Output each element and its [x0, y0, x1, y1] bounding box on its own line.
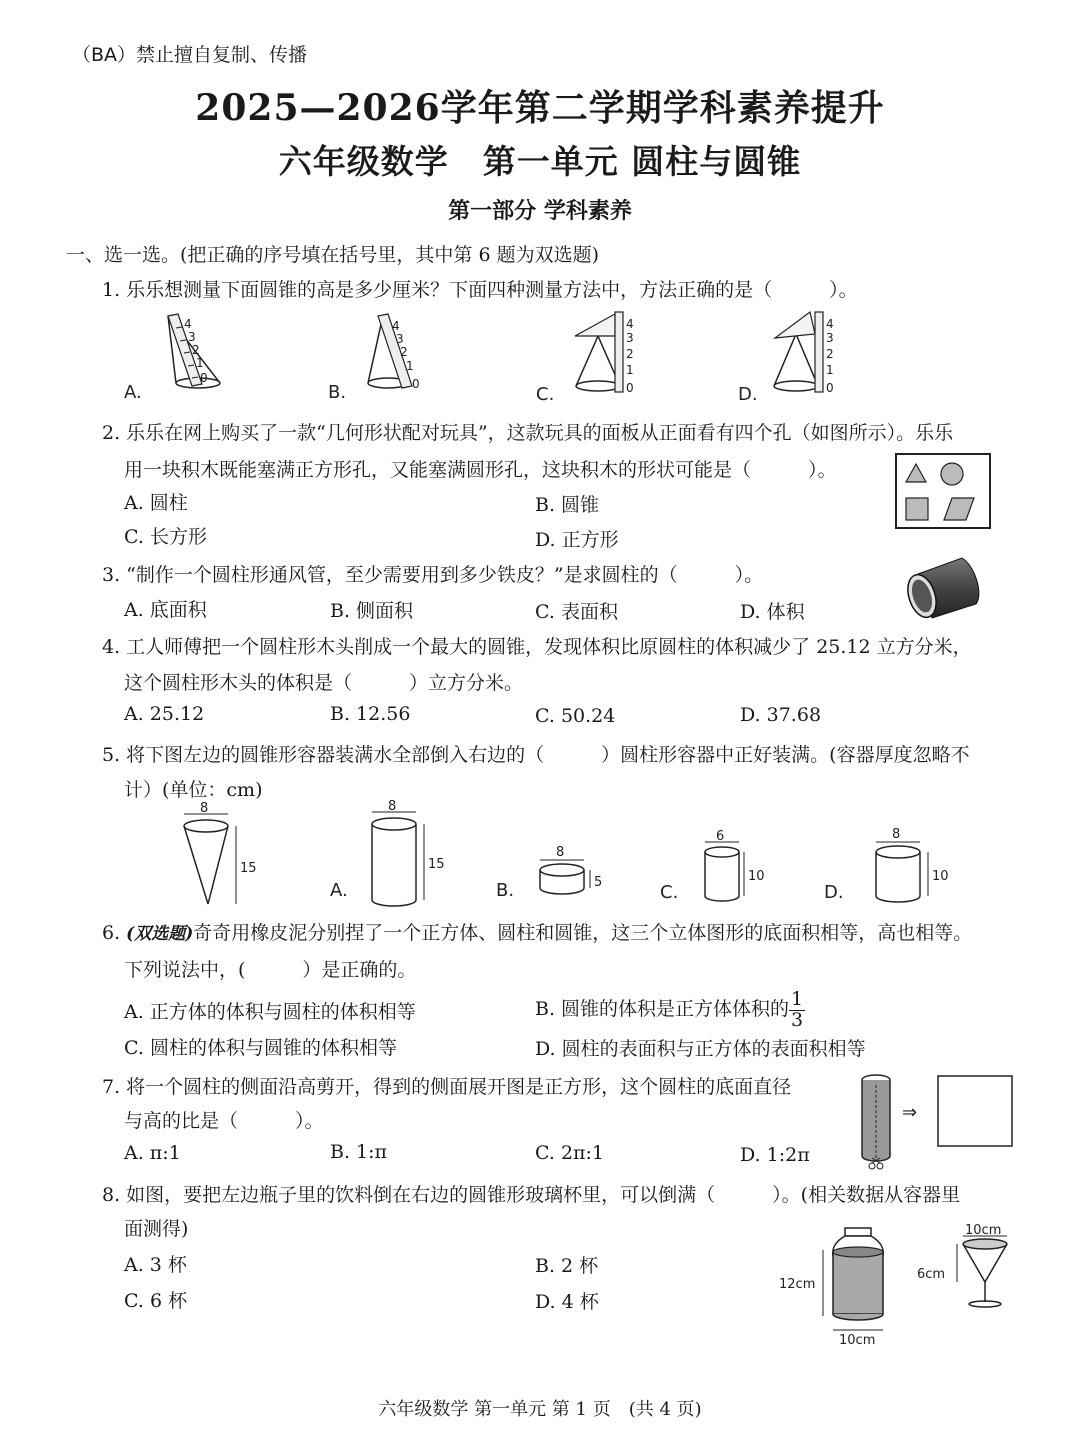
question-2-line1: 2. 乐乐在网上购买了一款“几何形状配对玩具”，这款玩具的面板从正面看有四个孔（如图所示）。乐乐 [102, 422, 954, 444]
question-4-line1: 4. 工人师傅把一个圆柱形木头削成一个最大的圆锥，发现体积比原圆柱的体积减少了 25.12 立方分米， [102, 636, 972, 658]
question-4-line2: 这个圆柱形木头的体积是（ ）立方分米。 [124, 672, 524, 694]
q8-option-d: D. 4 杯 [535, 1291, 599, 1313]
q1c-ruler-mark: 3 [626, 331, 634, 345]
q5-option-c-cylinder [705, 842, 744, 901]
question-5-line1: 5. 将下图左边的圆锥形容器装满水全部倒入右边的（ ）圆柱形容器中正好装满。(容器厚度忽略不 [102, 744, 970, 766]
q1a-ruler-mark: 2 [192, 343, 200, 357]
q1-option-c: C. [536, 384, 555, 405]
q1a-ruler-mark: 0 [200, 371, 208, 385]
question-1-text: 1. 乐乐想测量下面圆锥的高是多少厘米？下面四种测量方法中，方法正确的是（ ）。 [102, 279, 858, 301]
question-8-line1: 8. 如图，要把左边瓶子里的饮料倒在右边的圆锥形玻璃杯里，可以倒满（ ）。(相关数据从容器里 [102, 1184, 961, 1206]
q7-option-c: C. 2π:1 [535, 1142, 605, 1164]
q8-option-c: C. 6 杯 [124, 1290, 188, 1312]
copyright-notice: （BA）禁止擅自复制、传播 [72, 44, 308, 66]
q5-option-a-letter: A. [330, 880, 348, 901]
question-6-line1-visible [102, 918, 972, 945]
q6-lead: 6. [102, 922, 127, 944]
q6-option-b [535, 990, 805, 1030]
q7-option-d: D. 1:2π [740, 1144, 810, 1166]
q5-cone-container [184, 814, 236, 904]
arrow-icon: ⇒ [902, 1102, 918, 1123]
q1c-ruler-mark: 0 [626, 381, 634, 395]
q2-option-d: D. 正方形 [535, 529, 619, 551]
q1b-ruler-mark: 3 [396, 332, 404, 346]
exam-subtitle: 六年级数学 第一单元 圆柱与圆锥 [278, 142, 802, 181]
bottle-height-label: 12cm [779, 1277, 816, 1292]
q1d-ruler-mark: 2 [826, 347, 834, 361]
q1b-ruler-mark: 0 [412, 377, 420, 391]
q5-d-height: 10 [932, 869, 949, 884]
glass-height-label: 6cm [917, 1267, 946, 1282]
question-7-line2: 与高的比是（ ）。 [124, 1110, 324, 1132]
q4-option-a: A. 25.12 [124, 703, 205, 725]
glass-diameter-label: 10cm [965, 1223, 1002, 1238]
bottle-diameter-label: 10cm [839, 1333, 876, 1348]
q1-option-b: B. [328, 382, 347, 403]
page-footer: 六年级数学 第一单元 第 1 页 (共 4 页) [378, 1399, 702, 1420]
one-third-fraction [789, 990, 805, 1030]
q1b-ruler-mark: 4 [392, 319, 400, 333]
q3-option-d: D. 体积 [740, 601, 805, 623]
q3-option-b: B. 侧面积 [330, 600, 414, 622]
q6-option-a: A. 正方体的体积与圆柱的体积相等 [124, 1001, 416, 1023]
shape-toy-panel [894, 452, 994, 532]
q1d-ruler-mark: 3 [826, 331, 834, 345]
question-5-figures [170, 800, 960, 910]
question-7-line1: 7. 将一个圆柱的侧面沿高剪开，得到的侧面展开图是正方形，这个圆柱的底面直径 [102, 1076, 792, 1098]
q1a-ruler-mark: 1 [196, 356, 204, 370]
q1-option-d-figure [774, 312, 823, 392]
q1-option-d: D. [738, 384, 758, 405]
q5-c-height: 10 [748, 869, 765, 884]
q1b-ruler-mark: 2 [400, 345, 408, 359]
cut-cylinder [862, 1075, 890, 1169]
q8-option-a: A. 3 杯 [124, 1254, 187, 1276]
q1b-ruler-mark: 1 [406, 359, 414, 373]
q2-option-b: B. 圆锥 [535, 494, 600, 516]
section-heading: 一、选一选。(把正确的序号填在括号里，其中第 6 题为双选题) [66, 244, 599, 266]
q4-option-b: B. 12.56 [330, 703, 411, 725]
q5-b-height: 5 [594, 875, 603, 890]
cylinder-unfold-figure [850, 1068, 1030, 1178]
q5-option-d-letter: D. [824, 882, 844, 903]
q4-option-d: D. 37.68 [740, 704, 822, 726]
q1c-ruler-mark: 4 [626, 317, 634, 331]
question-1-figures [120, 308, 980, 408]
unfolded-square [938, 1076, 1012, 1146]
bottle-and-glass-figure [775, 1222, 1035, 1352]
fraction-denominator: 3 [791, 1009, 804, 1031]
q5-option-b-letter: B. [496, 880, 515, 901]
q5-c-diameter: 6 [716, 829, 725, 844]
cone-glass [957, 1236, 1007, 1307]
part-title: 第一部分 学科素养 [448, 198, 632, 224]
q5-option-a-cylinder [372, 812, 424, 906]
square-hole [906, 498, 928, 520]
question-6-line2: 下列说法中，( ）是正确的。 [124, 959, 417, 981]
q6-body: 奇奇用橡皮泥分别捏了一个正方体、圆柱和圆锥，这三个立体图形的底面积相等，高也相等。 [193, 922, 973, 944]
q5-cone-height: 15 [240, 861, 257, 876]
q4-option-c: C. 50.24 [535, 705, 616, 727]
question-3-text: 3. “制作一个圆柱形通风管，至少需要用到多少铁皮？”是求圆柱的（ ）。 [102, 564, 764, 586]
q1d-ruler-mark: 1 [826, 363, 834, 377]
q6-option-b-text: B. 圆锥的体积是正方体体积的 [535, 998, 790, 1020]
q7-option-b: B. 1:π [330, 1141, 388, 1163]
q3-option-a: A. 底面积 [124, 599, 207, 621]
q3-option-c: C. 表面积 [535, 601, 618, 623]
q5-option-b-cylinder [540, 860, 590, 894]
q1-option-a: A. [124, 382, 142, 403]
q1c-ruler-mark: 2 [626, 347, 634, 361]
q6-option-c: C. 圆柱的体积与圆锥的体积相等 [124, 1037, 397, 1059]
q1c-ruler-mark: 1 [626, 363, 634, 377]
drink-bottle [823, 1228, 883, 1330]
q5-a-diameter: 8 [388, 800, 397, 814]
q1d-ruler-mark: 0 [826, 381, 834, 395]
ventilation-pipe-illustration [900, 552, 985, 620]
q5-option-c-letter: C. [660, 882, 679, 903]
question-5-line2: 计）(单位：cm) [124, 779, 263, 801]
exam-title: 2025—2026学年第二学期学科素养提升 [195, 87, 885, 129]
circle-hole [941, 463, 963, 485]
q5-b-diameter: 8 [556, 845, 565, 860]
q5-a-height: 15 [428, 857, 445, 872]
q8-option-b: B. 2 杯 [535, 1255, 599, 1277]
q2-option-c: C. 长方形 [124, 526, 207, 548]
q6-double-choice-tag: (双选题) [126, 924, 194, 944]
fraction-numerator: 1 [791, 988, 804, 1010]
q5-option-d-cylinder [876, 842, 928, 902]
q2-option-a: A. 圆柱 [124, 492, 188, 514]
q5-cone-diameter: 8 [200, 801, 209, 816]
q1a-ruler-mark: 3 [188, 330, 196, 344]
question-2-line2: 用一块积木既能塞满正方形孔，又能塞满圆形孔，这块积木的形状可能是（ ）。 [124, 459, 837, 481]
q1-option-c-figure [575, 312, 623, 392]
q7-option-a: A. π:1 [124, 1142, 181, 1164]
q5-d-diameter: 8 [892, 827, 901, 842]
q1d-ruler-mark: 4 [826, 317, 834, 331]
q1a-ruler-mark: 4 [184, 317, 192, 331]
question-8-line2: 面测得) [124, 1218, 189, 1240]
q6-option-d: D. 圆柱的表面积与正方体的表面积相等 [535, 1038, 866, 1060]
